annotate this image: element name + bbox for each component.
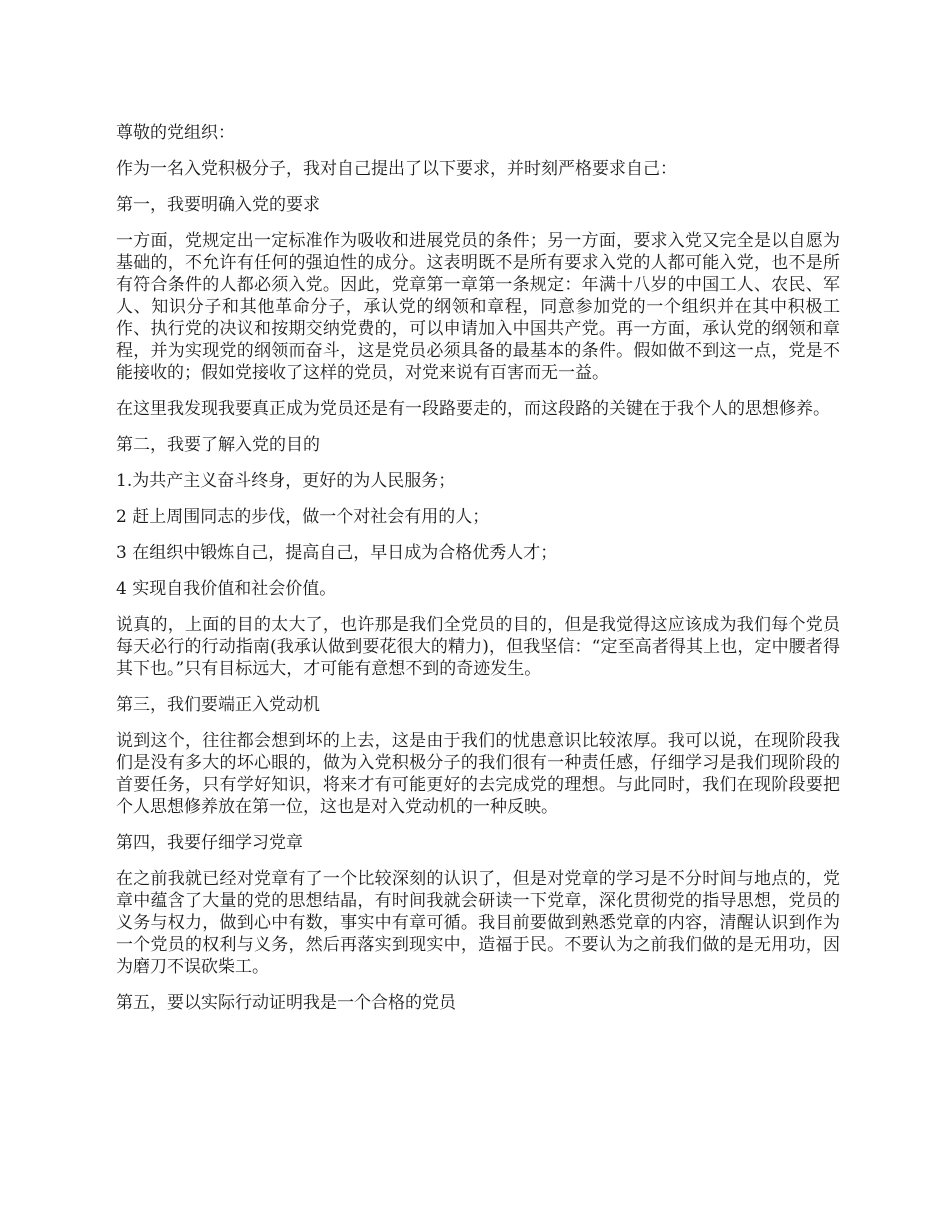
list-item-2: 2 赶上周围同志的步伐，做一个对社会有用的人； — [116, 507, 490, 527]
salutation: 尊敬的党组织： — [116, 123, 235, 143]
body-paragraph-1: 一方面，党规定出一定标准作为吸收和进展党员的条件；另一方面，要求入党又完全是以自愿为基础的，不允许有任何的强迫性的成分。这表明既不是所有要求入党的人都可能入党，也不是所有符合条件的人都必须入党。因此，党章第一章第一条规定：年满十八岁的中国工人、农民、军人、知识分子和其他革命分子，承认党的纲领和章程，同意参加党的一个组织并在其中积极工作、执行党的决议和按期交纳党费的，可以申请加入中国共产党。再一方面，承认党的纲领和章程，并为实现党的纲领而奋斗，这是党员必须具备的最基本的条件。假如做不到这一点，党是不能接收的；假如党接收了这样的党员，对党来说有百害而无一益。 — [116, 231, 840, 383]
document-page — [116, 122, 840, 1028]
intro-paragraph: 作为一名入党积极分子，我对自己提出了以下要求，并时刻严格要求自己： — [116, 159, 677, 179]
body-paragraph-3: 说真的，上面的目的太大了，也许那是我们全党员的目的，但是我觉得这应该成为我们每个党员每天必行的行动指南(我承认做到要花很大的精力)，但我坚信：“定至高者得其上也，定中腰者得其下也。”只有目标远大，才可能有意想不到的奇迹发生。 — [116, 615, 840, 679]
list-item-4: 4 实现自我价值和社会价值。 — [116, 579, 337, 599]
section-heading-4: 第四，我要仔细学习党章 — [116, 833, 303, 853]
section-heading-2: 第二，我要了解入党的目的 — [116, 435, 320, 455]
section-heading-3: 第三，我们要端正入党动机 — [116, 695, 320, 715]
list-item-1: 1.为共产主义奋斗终身，更好的为人民服务； — [116, 471, 456, 491]
body-paragraph-5: 在之前我就已经对党章有了一个比较深刻的认识了，但是对党章的学习是不分时间与地点的，党章中蕴含了大量的党的思想结晶，有时间我就会研读一下党章，深化贯彻党的指导思想，党员的义务与权力，做到心中有数，事实中有章可循。我目前要做到熟悉党章的内容，清醒认识到作为一个党员的权利与义务，然后再落实到现实中，造福于民。不要认为之前我们做的是无用功，因为磨刀不误砍柴工。 — [116, 869, 840, 977]
section-heading-5: 第五，要以实际行动证明我是一个合格的党员 — [116, 993, 456, 1013]
list-item-3: 3 在组织中锻炼自己，提高自己，早日成为合格优秀人才； — [116, 543, 558, 563]
body-paragraph-2: 在这里我发现我要真正成为党员还是有一段路要走的，而这段路的关键在于我个人的思想修养。 — [116, 399, 830, 419]
body-paragraph-4: 说到这个，往往都会想到坏的上去，这是由于我们的忧患意识比较浓厚。我可以说，在现阶段我们是没有多大的坏心眼的，做为入党积极分子的我们很有一种责任感，仔细学习是我们现阶段的首要任务，只有学好知识，将来才有可能更好的去完成党的理想。与此同时，我们在现阶段要把个人思想修养放在第一位，这也是对入党动机的一种反映。 — [116, 731, 840, 817]
section-heading-1: 第一，我要明确入党的要求 — [116, 195, 320, 215]
